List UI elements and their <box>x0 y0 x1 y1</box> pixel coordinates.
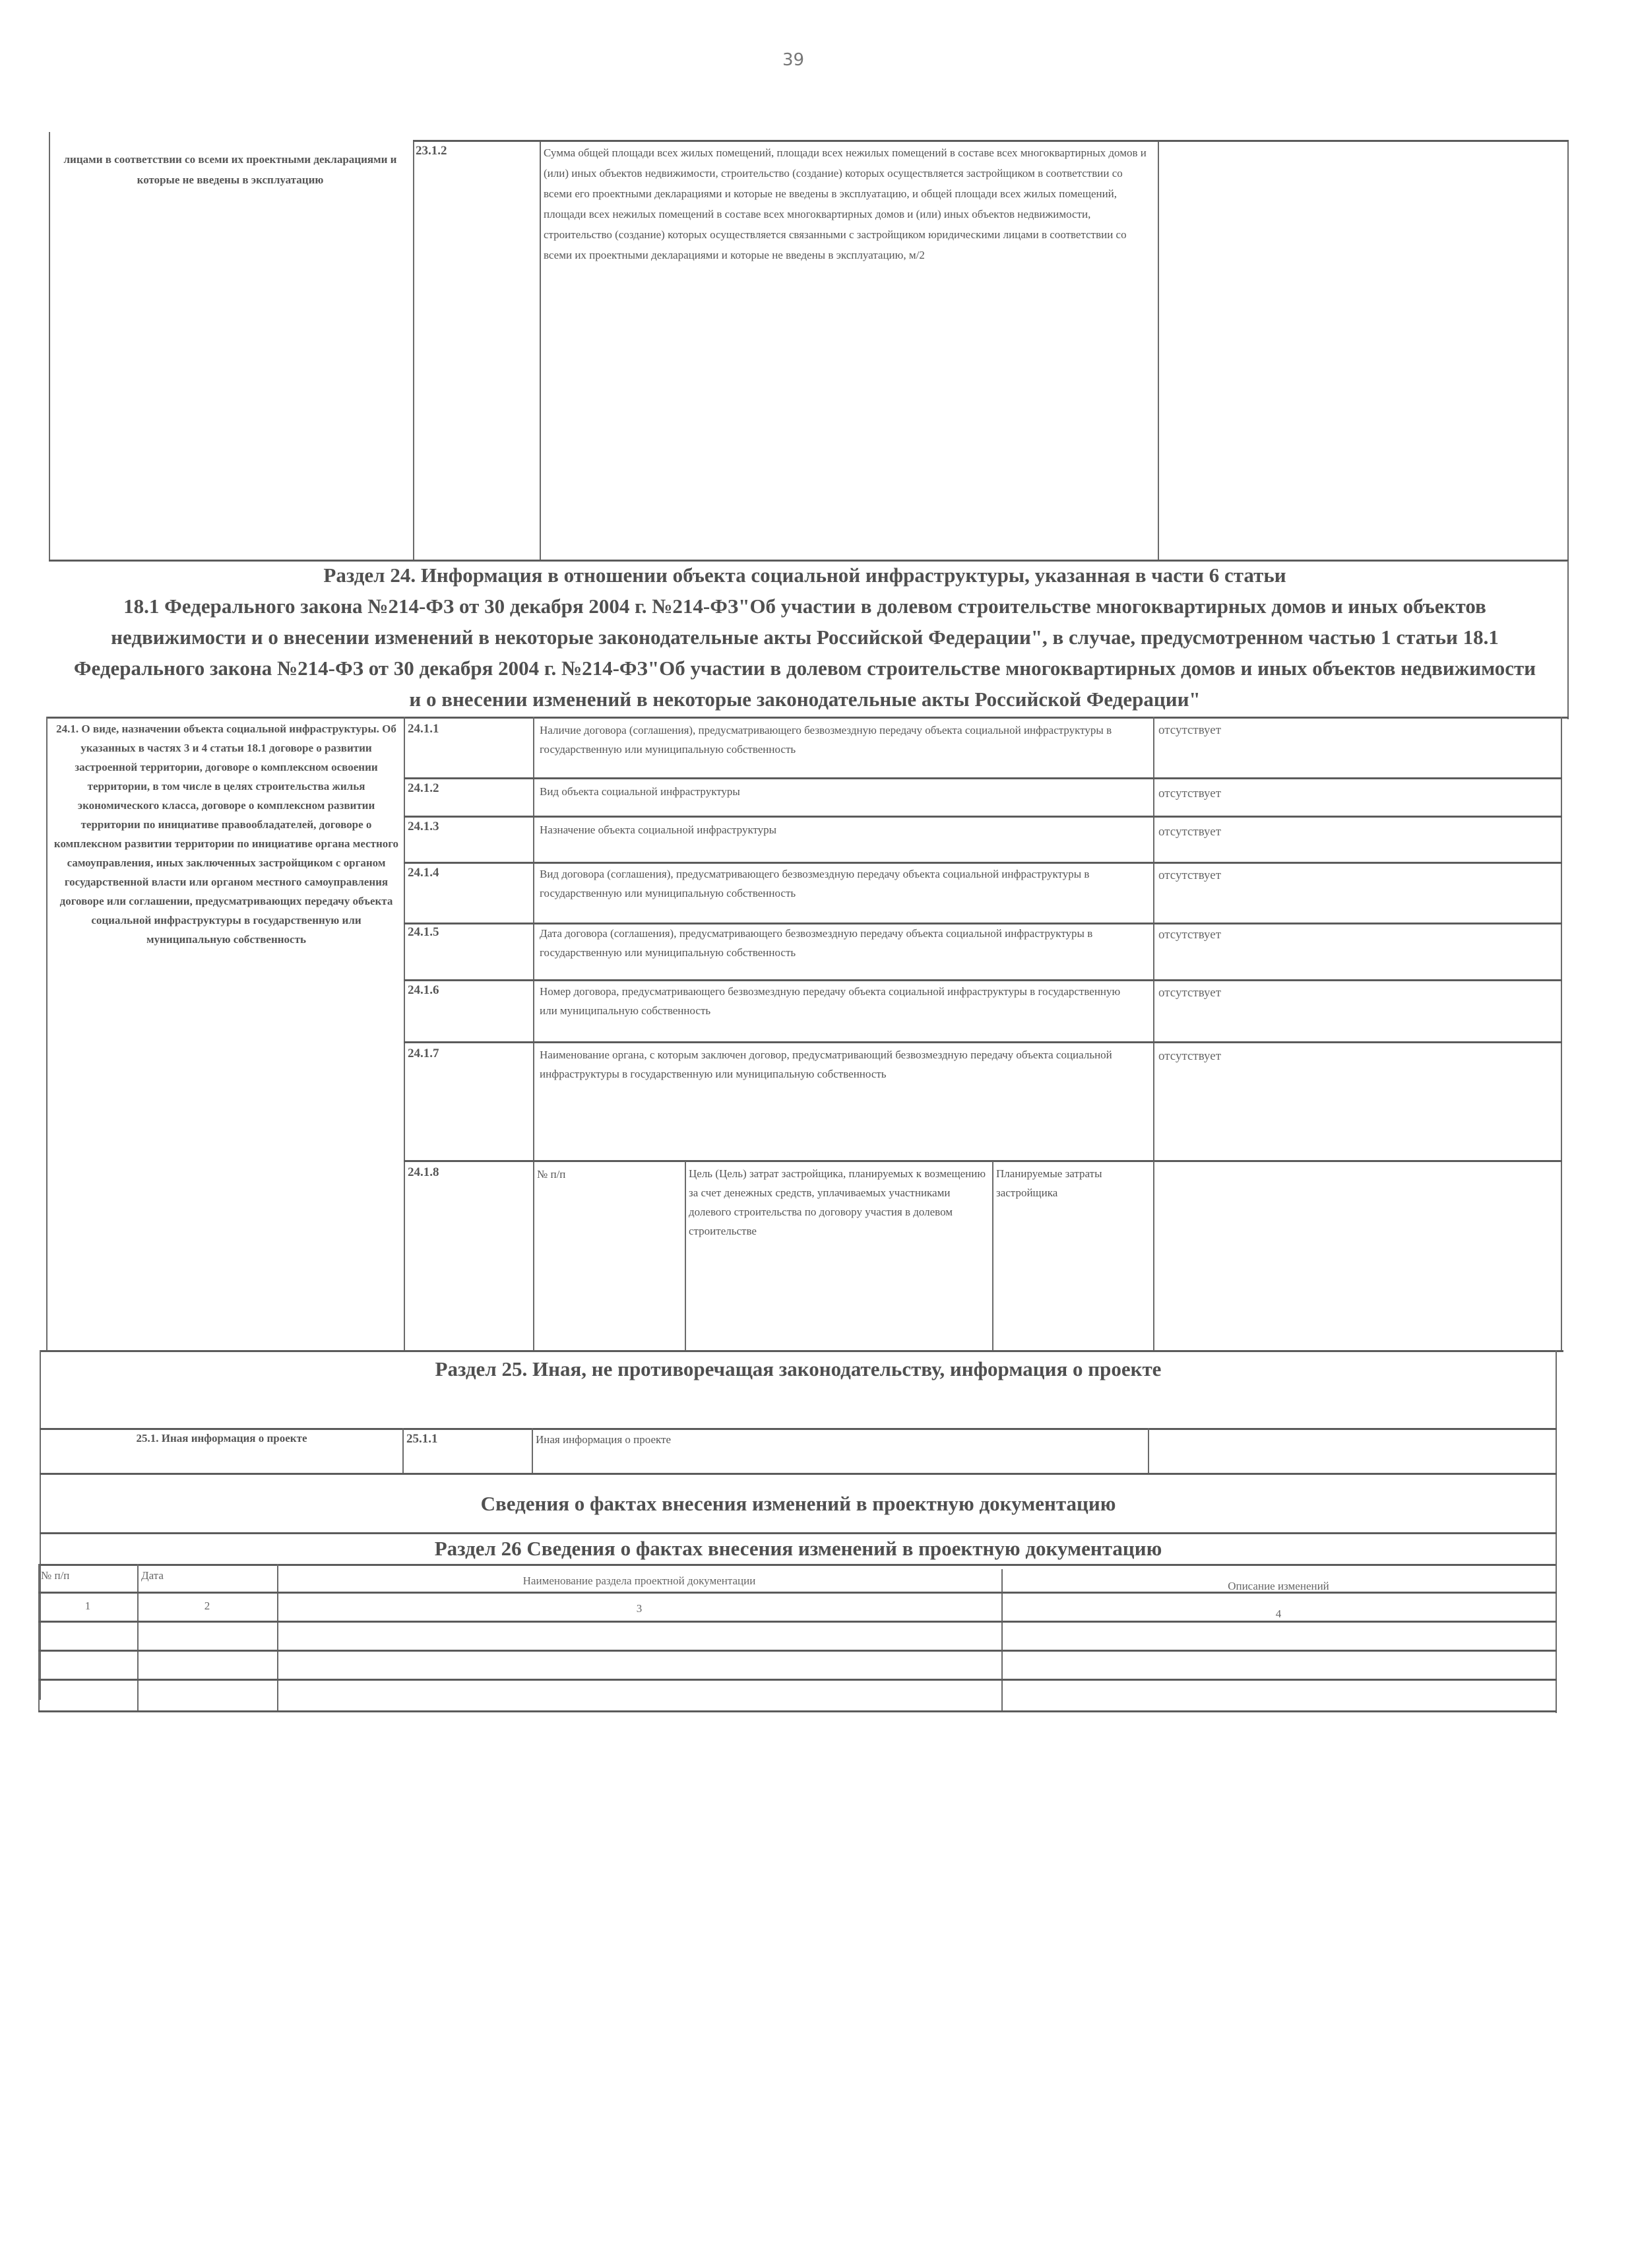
column-costs-header: Планируемые затраты застройщика <box>996 1167 1102 1199</box>
row-description: Сумма общей площади всех жилых помещений, площади всех нежилых помещений в составе всех многоквартирных домов и (или) иных объектов недвижимости, строительство (создание) которых осуществляется застройщиком в соответствии со всеми его проектными декларациями и которые не введены в эксплуатацию, и общей площади всех жилых помещений, площади всех нежилых помещений в составе всех многоквартирных домов и (или) иных объектов недвижимости, строительство (создание) которых осуществляется связанными с застройщиком юридическими лицами в соответствии со всеми их проектными декларациями и которые не введены в эксплуатацию, м/2 <box>544 146 1147 261</box>
row-description: Иная информация о проекте <box>536 1433 672 1446</box>
section-24-title-line: Раздел 24. Информация в отношении объекта социальной инфраструктуры, указанная в части 6 статьи <box>323 564 1286 587</box>
row-description: Номер договора, предусматривающего безвозмездную передачу объекта социальной инфраструктуры в государственную или муниципальную собственность <box>540 985 1121 1017</box>
row-description: Вид объекта социальной инфраструктуры <box>540 785 740 798</box>
section-24-title-line: недвижимости и о внесении изменений в некоторые законодательные акты Российской Федерации", в случае, предусмотренном частью 1 статьи 18.1 <box>111 626 1499 649</box>
row-value: отсутствует <box>1158 868 1222 882</box>
table-row <box>38 1679 1556 1710</box>
column-number-cell: 1 <box>84 1600 91 1612</box>
column-divider <box>1148 1428 1149 1474</box>
column-divider <box>402 1428 404 1474</box>
column-header-section-name: Наименование раздела проектной документации <box>522 1574 756 1587</box>
column-divider <box>532 1428 533 1474</box>
row-code: 24.1.8 <box>408 1165 439 1179</box>
column-number-cell: 4 <box>1275 1607 1282 1620</box>
column-number-header: № п/п <box>537 1168 566 1181</box>
row-code: 24.1.7 <box>408 1047 439 1060</box>
section-24-group-label: 24.1. О виде, назначении объекта социальной инфраструктуры. Об указанных в частях 3 и 4 статьи 18.1 договоре о развитии застроенной территории, договоре о комплексном освоении территории, в том числе в целях строительства жилья экономического класса, договоре о комплексном развитии территории по инициативе правообладателей, договоре о комплексном развитии территории по инициативе органа местного самоуправления, иных заключенных застройщиком с органом государственной власти или органом местного самоуправления договоре или соглашении, предусматривающих передачу объекта социальной инфраструктуры в государственную или муниципальную собственность <box>53 723 399 946</box>
row-divider <box>40 1473 1557 1475</box>
column-divider <box>992 1161 993 1350</box>
row-code: 24.1.1 <box>408 722 439 736</box>
row-value: отсутствует <box>1158 986 1222 1000</box>
section-24-title-line: Федерального закона №214-ФЗ от 30 декабря 2004 г. №214-ФЗ"Об участии в долевом строительстве многоквартирных домов и иных объектов недвижимости <box>73 657 1536 680</box>
row-divider <box>404 816 1562 818</box>
section-25-title: Раздел 25. Иная, не противоречащая законодательству, информация о проекте <box>435 1357 1162 1380</box>
row-code: 25.1.1 <box>406 1432 438 1446</box>
row-divider <box>38 1564 1557 1566</box>
column-divider <box>1158 141 1159 561</box>
page-number: 39 <box>782 50 805 70</box>
row-divider <box>40 1532 1557 1534</box>
row-code: 24.1.2 <box>408 781 439 795</box>
row-divider <box>404 979 1562 981</box>
column-divider <box>1153 717 1154 1165</box>
table-border <box>49 132 50 561</box>
section-25-group-label: 25.1. Иная информация о проекте <box>136 1432 307 1444</box>
row-description: Назначение объекта социальной инфраструктуры <box>540 824 777 836</box>
table-border <box>1567 141 1569 561</box>
table-border <box>46 717 47 1350</box>
row-divider <box>404 1160 1562 1162</box>
row-value: отсутствует <box>1158 1049 1222 1063</box>
table-row <box>38 1621 1556 1650</box>
row-code: 24.1.5 <box>408 925 439 939</box>
row-value: отсутствует <box>1158 787 1222 800</box>
row-description: Наличие договора (соглашения), предусматривающего безвозмездную передачу объекта социальной инфраструктуры в государственную или муниципальную собственность <box>540 724 1112 756</box>
row-code: 23.1.2 <box>416 144 447 158</box>
changes-heading: Сведения о фактах внесения изменений в проектную документацию <box>480 1492 1116 1515</box>
column-header-date: Дата <box>141 1569 164 1582</box>
row-divider <box>38 1710 1557 1712</box>
row-divider <box>40 1350 1563 1352</box>
column-divider <box>685 1161 686 1350</box>
column-header-number: № п/п <box>41 1569 70 1582</box>
row-divider <box>404 777 1562 779</box>
table-border <box>1561 717 1562 1350</box>
section-24-title-line: и о внесении изменений в некоторые законодательные акты Российской Федерации" <box>409 688 1201 711</box>
row-divider <box>413 140 1569 142</box>
column-divider <box>404 717 405 1350</box>
row-divider <box>404 862 1562 864</box>
column-number-cell: 2 <box>204 1600 210 1612</box>
table-row <box>38 1650 1556 1679</box>
row-divider <box>46 717 1569 719</box>
column-number-cell: 3 <box>636 1602 643 1615</box>
row-value: отсутствует <box>1158 723 1222 737</box>
row-value: отсутствует <box>1158 825 1222 839</box>
section-23-left-label: лицами в соответствии со всеми их проектными декларациями и которые не введены в эксплуатацию <box>63 153 397 186</box>
column-divider <box>413 141 414 561</box>
row-code: 24.1.3 <box>408 820 439 833</box>
row-divider <box>404 1041 1562 1043</box>
column-header-description: Описание изменений <box>1228 1580 1329 1592</box>
row-description: Наименование органа, с которым заключен договор, предусматривающий безвозмездную передачу объекта социальной инфраструктуры в государственную или муниципальную собственность <box>540 1049 1112 1080</box>
table-border <box>1556 1564 1557 1713</box>
row-code: 24.1.6 <box>408 983 439 997</box>
row-value: отсутствует <box>1158 928 1222 942</box>
row-description: Вид договора (соглашения), предусматривающего безвозмездную передачу объекта социальной инфраструктуры в государственную или муниципальную собственность <box>540 868 1090 899</box>
row-divider <box>40 1428 1557 1430</box>
column-divider <box>540 141 541 561</box>
row-divider <box>38 1592 1557 1594</box>
section-24-title-line: 18.1 Федерального закона №214-ФЗ от 30 декабря 2004 г. №214-ФЗ"Об участии в долевом строительстве многоквартирных домов и иных объектов <box>123 595 1486 618</box>
row-code: 24.1.4 <box>408 866 439 880</box>
column-goal-header: Цель (Цель) затрат застройщика, планируемых к возмещению за счет денежных средств, уплачиваемых участниками долевого строительства по договору участия в долевом строительстве <box>689 1167 986 1237</box>
section-24-title <box>40 560 1570 715</box>
row-description: Дата договора (соглашения), предусматривающего безвозмездную передачу объекта социальной инфраструктуры в государственную или муниципальную собственность <box>540 927 1093 959</box>
column-divider <box>1153 1161 1154 1350</box>
column-divider <box>533 717 534 1350</box>
section-26-title: Раздел 26 Сведения о фактах внесения изменений в проектную документацию <box>434 1537 1162 1560</box>
